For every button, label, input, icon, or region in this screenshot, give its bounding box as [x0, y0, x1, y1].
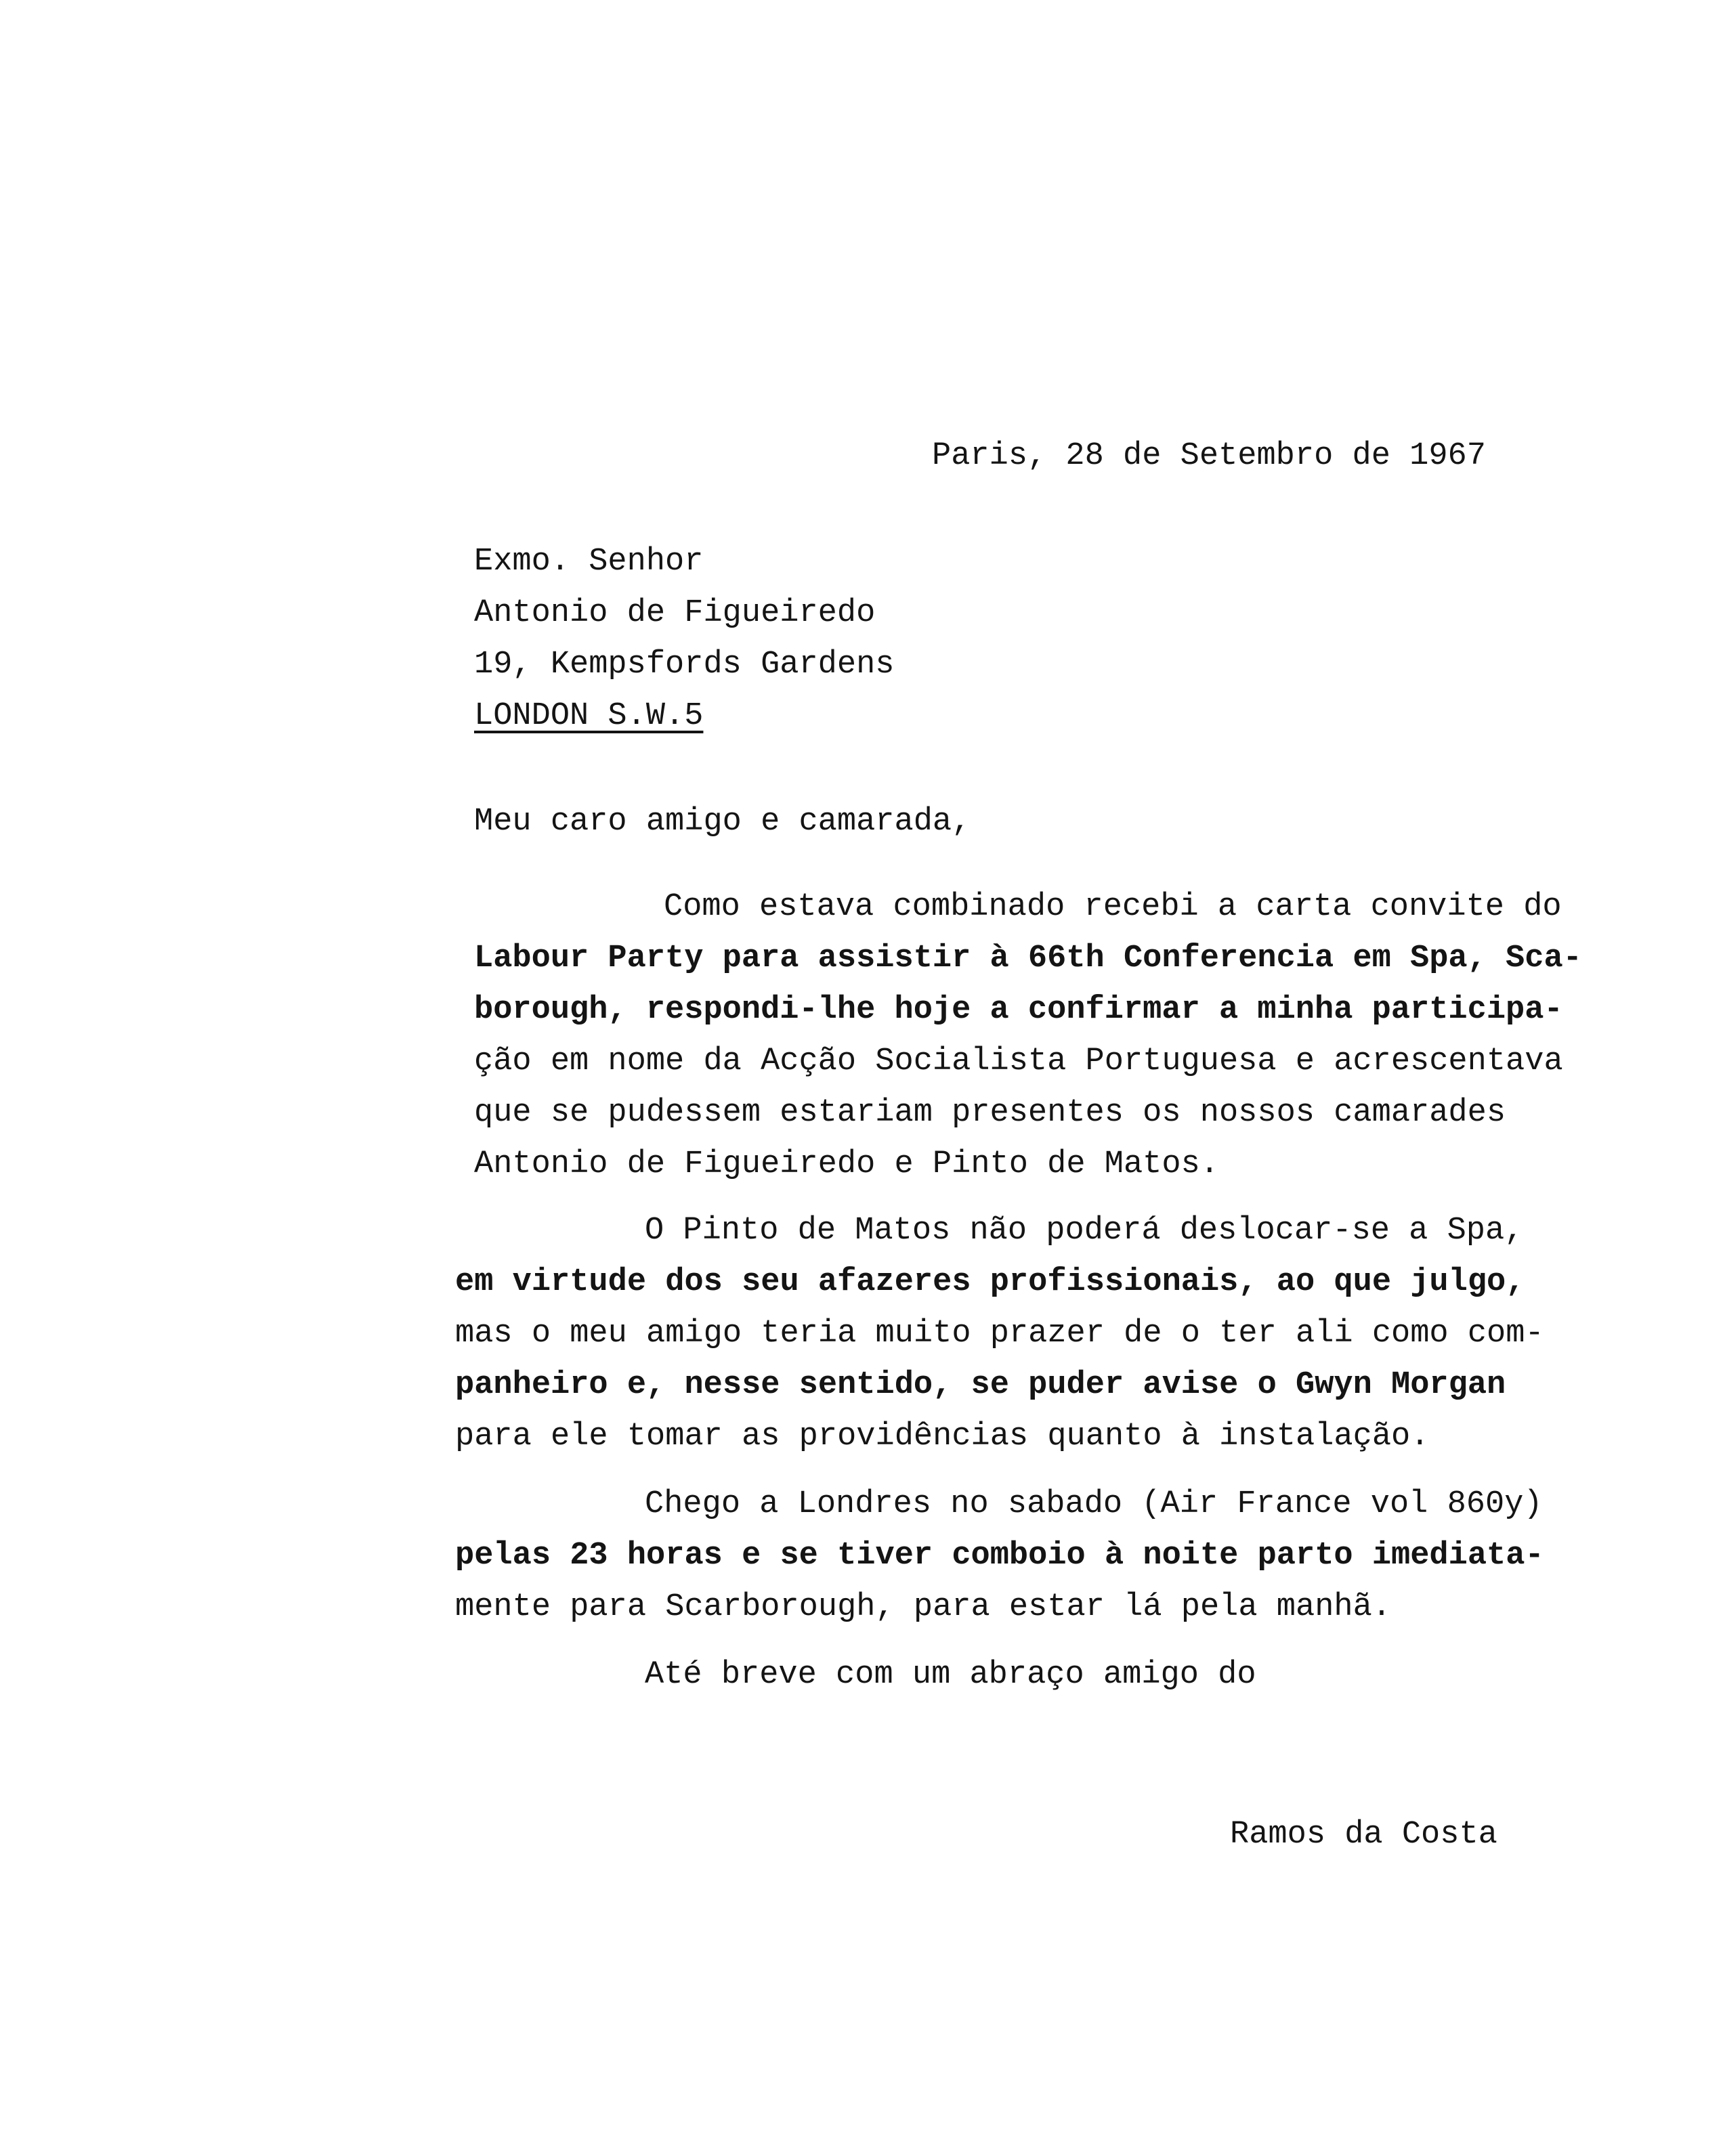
paragraph-2	[455, 1205, 1544, 1463]
date-line: Paris, 28 de Setembro de 1967	[932, 438, 1486, 474]
paragraph-line: em virtude dos seu afazeres profissionais, ao que julgo,	[455, 1264, 1525, 1300]
paragraph-line: borough, respondi-lhe hoje a confirmar a minha participa-	[474, 992, 1563, 1028]
paragraph-line: para ele tomar as providências quanto à instalação.	[455, 1419, 1430, 1454]
paragraph-line: pelas 23 horas e se tiver comboio à noite parto imediata-	[455, 1538, 1544, 1574]
paragraph-1	[474, 882, 1582, 1190]
paragraph-line: ção em nome da Acção Socialista Portuguesa e acrescentava	[474, 1043, 1563, 1079]
paragraph-4-closing	[455, 1650, 1256, 1701]
paragraph-line: que se pudessem estariam presentes os nossos camarades	[474, 1095, 1506, 1131]
recipient-line-title: Exmo. Senhor	[474, 544, 704, 580]
paragraph-line: Até breve com um abraço amigo do	[645, 1657, 1256, 1693]
paragraph-line: mente para Scarborough, para estar lá pela manhã.	[455, 1589, 1392, 1625]
paragraph-line: Labour Party para assistir à 66th Conferencia em Spa, Sca-	[474, 941, 1582, 976]
recipient-line-name: Antonio de Figueiredo	[474, 595, 876, 631]
paragraph-line: O Pinto de Matos não poderá deslocar-se a Spa,	[645, 1213, 1524, 1249]
paragraph-line: Chego a Londres no sabado (Air France vol 860y)	[645, 1486, 1543, 1522]
signature: Ramos da Costa	[1230, 1817, 1497, 1853]
recipient-line-city: LONDON S.W.5	[474, 698, 704, 734]
paragraph-line: mas o meu amigo teria muito prazer de o ter ali como com-	[455, 1316, 1544, 1352]
paragraph-3	[455, 1479, 1544, 1633]
paragraph-line: Como estava combinado recebi a carta convite do	[664, 889, 1562, 925]
paragraph-line: panheiro e, nesse sentido, se puder avise o Gwyn Morgan	[455, 1367, 1506, 1403]
salutation: Meu caro amigo e camarada,	[474, 804, 971, 840]
paragraph-line: Antonio de Figueiredo e Pinto de Matos.	[474, 1146, 1219, 1182]
recipient-line-street: 19, Kempsfords Gardens	[474, 647, 895, 683]
